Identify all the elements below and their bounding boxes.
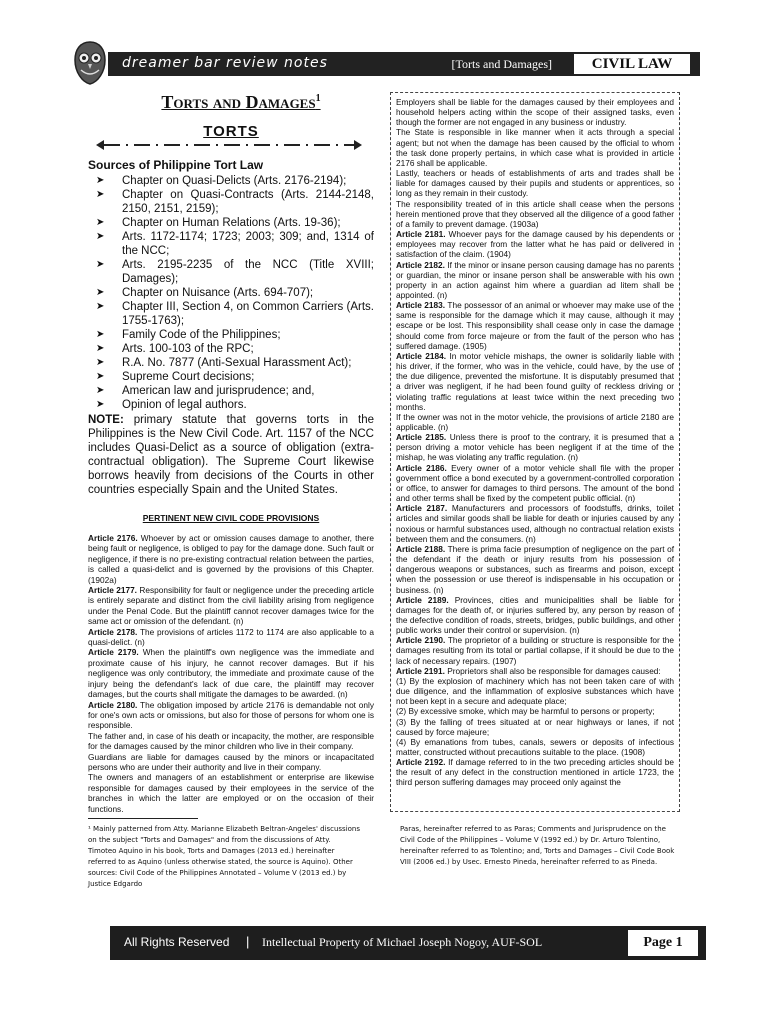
footnote-right: Paras, hereinafter referred to as Paras; Comments and Jurisprudence on the Civil Code of the Philippines – Volume V (1992 ed.) by Dr. Arturo Tolentino, hereinafter referred to as Tolentino; and, Torts and Damages – Civil Code Book VIII (2006 ed.) by Usec. Ernesto Pineda, hereinafter referred to as Pineda.	[400, 825, 675, 866]
source-item: ➤ Supreme Court decisions;	[96, 371, 255, 383]
footnote-rule	[88, 818, 198, 819]
bullet-arrow-icon: ➤	[96, 343, 105, 354]
article-paragraph: Article 2185. Unless there is proof to the contrary, it is presumed that a person driving a motor vehicle has been negligent if at the time of the mishap, he was violating any traffic regulation. (n)	[396, 432, 675, 463]
bullet-arrow-icon: ➤	[96, 357, 105, 368]
article-label: Article 2186.	[396, 462, 447, 473]
brand-title: dreamer bar review notes	[122, 55, 328, 71]
article-label: Article 2176.	[88, 533, 138, 543]
article-paragraph: Article 2187. Manufacturers and processors of foodstuffs, drinks, toilet articles and similar goods shall be liable for death or injuries caused by any noxious or harmful substances used, although no contractual relation exists between them and the consumers. (n)	[396, 503, 674, 544]
article-label: Article 2191.	[396, 665, 445, 676]
article-paragraph: The owners and managers of an establishment or enterprise are likewise responsible for damages caused by their employees in the service of the branches in which the latter are employed or on the occasion of their functions.	[88, 772, 374, 814]
right-column-box	[390, 92, 680, 812]
source-item: ➤ Chapter on Human Relations (Arts. 19-36);	[96, 217, 341, 229]
source-item: ➤ American law and jurisprudence; and,	[96, 385, 315, 397]
article-paragraph: Article 2189. Provinces, cities and municipalities shall be liable for damages for the death of, or injuries suffered by, any person by reason of the defective condition of roads, streets, bridges, public buildings, and other public works under their control or supervision. (n)	[396, 594, 674, 636]
sources-list	[88, 174, 374, 412]
source-item: ➤ R.A. No. 7877 (Anti-Sexual Harassment Act);	[96, 357, 352, 369]
article-paragraph: Article 2177. Responsibility for fault or negligence under the preceding article is entirely separate and distinct from the civil liability arising from negligence under the Penal Code. But the plaintiff cannot recover damages twice for the same act or omission of the defendant. (n)	[88, 585, 375, 627]
article-paragraph: Article 2181. Whoever pays for the damage caused by his dependents or employees may recover from the latter what he has paid or delivered in satisfaction of the claim. (1904)	[396, 229, 674, 260]
bullet-arrow-icon: ➤	[96, 189, 105, 200]
subject-badge: CIVIL LAW	[572, 52, 692, 76]
article-paragraph: Article 2179. When the plaintiff's own negligence was the immediate and proximate cause of his injury, he cannot recover damages. But if his negligence was only contributory, the immediate and proximate cause of the injury being the defendant's lack of due care, the plaintiff may recover damages, but the courts shall mitigate the damages to be awarded. (n)	[88, 647, 375, 700]
footnote-marker: 1	[315, 93, 321, 104]
ip-text: Intellectual Property of Michael Joseph Nogoy, AUF-SOL	[262, 935, 543, 949]
owl-logo-icon	[72, 40, 108, 86]
article-label: Article 2183.	[396, 300, 446, 311]
bullet-arrow-icon: ➤	[96, 371, 105, 382]
bullet-arrow-icon: ➤	[96, 385, 105, 396]
rights-text: All Rights Reserved	[124, 935, 230, 949]
note-paragraph: NOTE: primary statute that governs torts in the Philippines is the New Civil Code. Art. 1157 of the NCC includes Quasi-Delict as a source of obligation (extra-contractual obligation). The Supreme Court likewise borrows heavily from decisions of the Courts in other countries especially Spain and the United States.	[88, 414, 374, 496]
bullet-arrow-icon: ➤	[96, 301, 105, 312]
article-label: Article 2181.	[396, 229, 446, 240]
source-item: ➤ Arts. 2195-2235 of the NCC (Title XVIII; Damages);	[96, 259, 374, 285]
article-paragraph: The responsibility treated of in this article shall cease when the persons herein mentioned prove that they observed all the diligence of a good father of a family to prevent damage. (1903a)	[396, 198, 674, 229]
article-paragraph: The father and, in case of his death or incapacity, the mother, are responsible for the damages caused by the minor children who live in their company.	[88, 730, 374, 752]
article-paragraph: (4) By emanations from tubes, canals, sewers or deposits of infectious matter, constructed without precautions suitable to the place. (1908)	[396, 736, 674, 757]
torts-heading: TORTS	[203, 123, 259, 140]
bullet-arrow-icon: ➤	[96, 217, 105, 228]
article-label: Article 2180.	[88, 699, 138, 710]
page-header	[74, 48, 704, 80]
article-label: Article 2189.	[396, 594, 449, 605]
right-articles	[396, 97, 674, 788]
article-label: Article 2179.	[88, 647, 139, 658]
article-label: Article 2184.	[396, 350, 447, 361]
article-paragraph: Lastly, teachers or heads of establishments of arts and trades shall be liable for damages caused by their pupils and students or apprentices, so long as they remain in their custody.	[396, 168, 674, 199]
article-paragraph: Article 2184. In motor vehicle mishaps, the owner is solidarily liable with his driver, if the former, who was in the vehicle, could have, by the use of the due diligence, prevented the misfortune. It is disputably presumed that a driver was negligent, if he had been found guilty of reckless driving or violating traffic regulations at least twice within the next preceding two months.	[396, 350, 674, 412]
bullet-arrow-icon: ➤	[96, 259, 105, 270]
decorative-arrow-divider	[88, 138, 374, 152]
left-column	[88, 92, 374, 814]
article-label: Article 2177.	[88, 585, 137, 596]
article-label: Article 2188.	[396, 543, 446, 554]
bullet-arrow-icon: ➤	[96, 231, 105, 242]
article-paragraph: (2) By excessive smoke, which may be harmful to persons or property;	[396, 706, 655, 717]
sources-heading: Sources of Philippine Tort Law	[88, 158, 264, 172]
provisions-heading: PERTINENT NEW CIVIL CODE PROVISIONS	[142, 513, 320, 523]
source-item: ➤ Chapter on Nuisance (Arts. 694-707);	[96, 287, 314, 299]
article-paragraph: Article 2186. Every owner of a motor vehicle shall file with the proper government office a bond executed by a government-controlled corporation or office, to answer for damages to third persons. The amount of the bond and other terms shall be fixed by the competent public official. (n)	[396, 462, 674, 504]
article-paragraph: If the owner was not in the motor vehicle, the provisions of article 2180 are applicable. (n)	[396, 411, 674, 432]
source-item: ➤ Arts. 1172-1174; 1723; 2003; 309; and, 1314 of the NCC;	[96, 231, 374, 257]
article-paragraph: Guardians are liable for damages caused by the minors or incapacitated persons who are under their authority and live in their company.	[88, 751, 374, 772]
article-paragraph: Article 2183. The possessor of an animal or whoever may make use of the same is responsible for the damage which it may cause, although it may escape or be lost. This responsibility shall cease only in case the damage should come from force majeure or from the fault of the person who has suffered damage. (1905)	[396, 300, 674, 351]
article-paragraph: Article 2188. There is prima facie presumption of negligence on the part of the defendant if the death or injury results from his possession of dangerous weapons or substances, such as firearms and poison, except when the possession or use thereof is indispensable in his occupation or business. (n)	[396, 543, 675, 595]
bullet-arrow-icon: ➤	[96, 287, 105, 298]
source-item: ➤ Chapter III, Section 4, on Common Carriers (Arts. 1755-1763);	[96, 301, 374, 327]
header-bar	[108, 52, 700, 76]
article-paragraph: Article 2178. The provisions of articles 1172 to 1174 are also applicable to a quasi-delict. (n)	[88, 626, 374, 648]
article-paragraph: Article 2192. If damage referred to in the two preceding articles should be the result of any defect in the construction mentioned in article 1723, the third person suffering damages may proceed only against the	[396, 757, 674, 788]
bullet-arrow-icon: ➤	[96, 329, 105, 340]
footnote-left: ¹ Mainly patterned from Atty. Marianne Elizabeth Beltran-Angeles' discussions on the subject "Torts and Damages" and from the discussions of Atty. Timoteo Aquino in his book, Torts and Damages (2013 ed.) hereinafter referred to as Aquino (unless otherwise stated, the source is Aquino). Other sources: Civil Code of the Philippines Annotated – Volume V (2013 ed.) by Justice Edgardo	[88, 825, 361, 888]
bullet-arrow-icon: ➤	[96, 175, 105, 186]
page-footer	[110, 926, 706, 960]
bullet-arrow-icon: ➤	[96, 399, 105, 410]
source-item: ➤ Chapter on Quasi-Delicts (Arts. 2176-2194);	[96, 175, 347, 187]
article-label: Article 2178.	[88, 626, 138, 637]
left-articles	[88, 533, 374, 814]
article-paragraph: Article 2190. The proprietor of a building or structure is responsible for the damages resulting from its total or partial collapse, if it should be due to the lack of necessary repairs. (1907)	[396, 635, 674, 666]
article-label: Article 2185.	[396, 432, 447, 443]
article-paragraph: (1) By the explosion of machinery which has not been taken care of with due diligence, and the inflammation of explosive substances which have not been kept in a secure and adequate place;	[396, 675, 674, 707]
source-item: ➤ Family Code of the Philippines;	[96, 329, 281, 341]
page-number: Page 1	[628, 930, 698, 956]
note-label: NOTE:	[88, 414, 124, 426]
article-label: Article 2182.	[396, 259, 445, 270]
article-paragraph: Employers shall be liable for the damages caused by their employees and household helpers acting within the scope of their assigned tasks, even though the former are not engaged in any business or industry.	[396, 97, 674, 128]
source-item: ➤ Chapter on Quasi-Contracts (Arts. 2144-2148, 2150, 2151, 2159);	[96, 189, 374, 215]
article-label: Article 2190.	[396, 635, 446, 646]
article-paragraph: Article 2191. Proprietors shall also be responsible for damages caused:	[396, 665, 661, 676]
source-item: ➤ Opinion of legal authors.	[96, 399, 247, 411]
source-item: ➤ Arts. 100-103 of the RPC;	[96, 343, 254, 355]
article-label: Article 2192.	[396, 757, 446, 768]
article-label: Article 2187.	[396, 503, 448, 514]
article-paragraph: Article 2180. The obligation imposed by article 2176 is demandable not only for one's own acts or omissions, but also for those of persons for whom one is responsible.	[88, 699, 374, 731]
article-paragraph: (3) By the falling of trees situated at or near highways or lanes, if not caused by force majeure;	[396, 716, 674, 737]
article-paragraph: Article 2182. If the minor or insane person causing damage has no parents or guardian, the minor or insane person shall be answerable with his own property in an action against him where a guardian ad litem shall be appointed. (n)	[396, 259, 675, 300]
section-label: [Torts and Damages]	[451, 57, 552, 71]
article-paragraph: The State is responsible in like manner when it acts through a special agent; but not when the damage has been caused by the official to whom the task done properly pertains, in which case what is provided in article 2176 shall be applicable.	[396, 127, 674, 168]
footer-separator: |	[246, 934, 250, 949]
page-title: Torts and Damages$^1$	[161, 92, 321, 112]
article-paragraph: Article 2176. Whoever by act or omission causes damage to another, there being fault or negligence, is obliged to pay for the damage done. Such fault or negligence, if there is no pre-existing contractual relation between the parties, is called a quasi-delict and is governed by the provisions of this Chapter. (1902a)	[88, 533, 375, 585]
